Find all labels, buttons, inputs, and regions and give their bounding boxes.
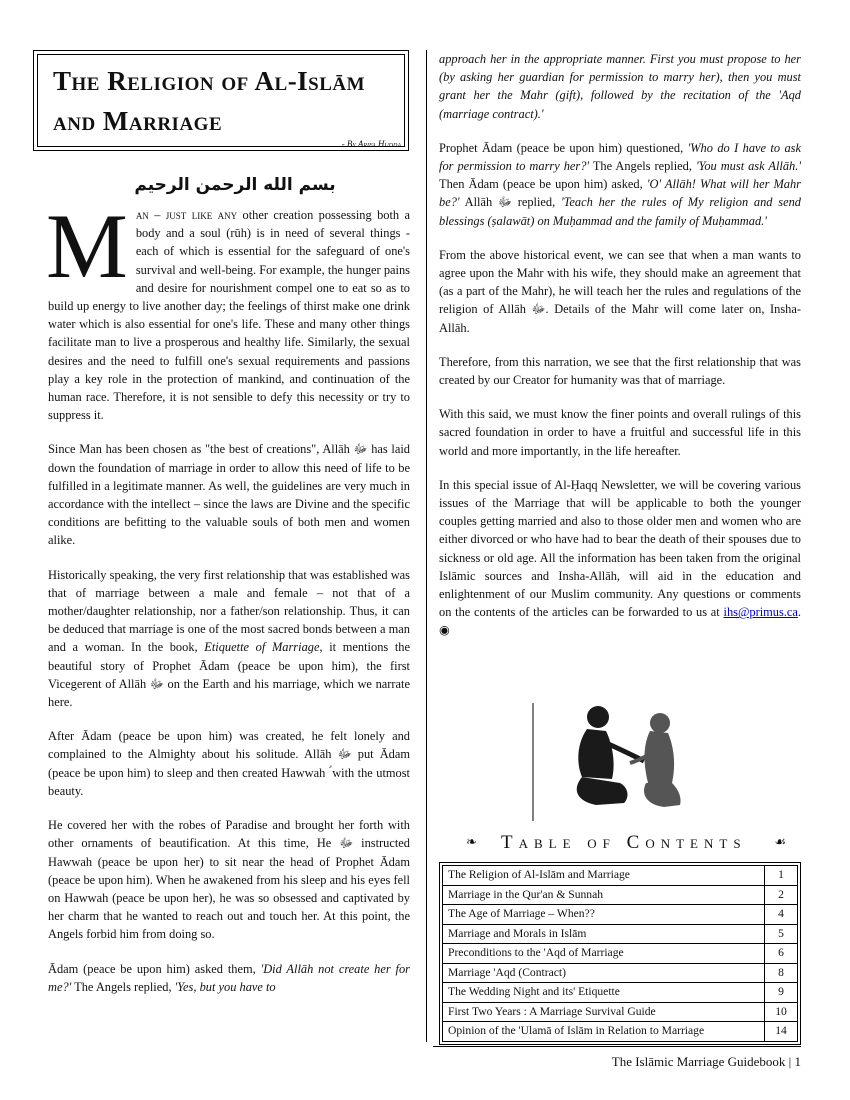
text-span: Historically speaking, the very first relationship that was established was that of marriage between a male and female – not that of a mother/daughter relationship, nor a father/son relationship. Thus, it can be deduced that marriage is one of the most sacred bonds between a man and a woman. In the book, (48, 567, 410, 655)
text-span: Then Ādam (peace be upon him) asked, (439, 177, 647, 192)
paragraph: Therefore, from this narration, we see that the first relationship that was created by our Creator for humanity was that of marriage. (439, 354, 801, 388)
quote: 'Did Allāh not create her for me?' (48, 961, 411, 994)
paragraph (48, 566, 410, 712)
page-footer: The Islāmic Marriage Guidebook | 1 (611, 1054, 801, 1069)
toc-row[interactable] (443, 866, 798, 886)
title-box (33, 50, 409, 151)
toc-entry-page: 9 (765, 983, 798, 1003)
left-column (46, 195, 411, 1012)
paragraph: He covered her with the robes of Paradise and brought her forth with other ornaments of beautification. At this time, He ﷻ instructed Hawwah (peace be upon her) to sit near the head of Prophet Ādam (peace be upon him). When he awakened from his sleep and his eyes fell on Hawwah (peace be upon her), he was so obsessed and captivated by her charm that he wanted to reach out and touch her. At this point, the Angels forbid him from doing so. (48, 818, 410, 942)
toc-row[interactable] (443, 944, 798, 964)
toc-entry-title: Preconditions to the 'Aqd of Marriage (443, 944, 765, 964)
toc-row[interactable] (443, 1022, 798, 1042)
toc-table (442, 865, 798, 1042)
text-span: The Angels replied, (589, 159, 696, 174)
paragraph (439, 476, 801, 640)
text-span: Allāh ﷻ replied, (459, 195, 562, 210)
paragraph: Since Man has been chosen as "the best of creations", Allāh ﷻ has laid down the foundation of marriage in order to allow this need of life to be fulfilled in a legitimate manner. As well, the guidelines are very much in accordance with the intellect – since the laws are Divine and the specific conditions are befitting to the valuable souls of both men and women alike. (48, 442, 411, 548)
toc-entry-page: 1 (765, 866, 798, 886)
intro-paragraph (46, 195, 410, 424)
toc-row[interactable] (443, 1002, 798, 1022)
paragraph (48, 960, 410, 996)
toc-row[interactable] (443, 885, 798, 905)
toc-entry-page: 10 (765, 1002, 798, 1022)
toc-entry-title: The Wedding Night and its' Etiquette (443, 983, 765, 1003)
bismillah: بسم الله الرحمن الرحيم (134, 175, 336, 195)
table-of-contents (439, 862, 801, 1045)
paragraph: After Ādam (peace be upon him) was created, he felt lonely and complained to the Almighty about his solitude. Allāh ﷻ put Ādam (peace be upon him) to sleep and then created Hawwah ؑ with the utmost beauty. (48, 729, 411, 798)
text-span: Prophet Ādam (peace be upon him) questioned, (439, 140, 688, 155)
toc-entry-title: The Religion of Al-Islām and Marriage (443, 866, 765, 886)
byline: - By Arifa Hudda (341, 139, 401, 149)
toc-entry-page: 2 (765, 885, 798, 905)
paragraph (439, 139, 801, 230)
quote: 'You must ask Allāh.' (695, 159, 801, 174)
toc-entry-title: Marriage 'Aqd (Contract) (443, 963, 765, 983)
toc-entry-title: Marriage in the Qur'an & Sunnah (443, 885, 765, 905)
flourish-icon: ❧ (466, 834, 477, 849)
right-column (439, 50, 801, 656)
toc-entry-page: 8 (765, 963, 798, 983)
toc-entry-page: 5 (765, 924, 798, 944)
intro-text: other creation possessing both a body and a soul (rūh) is in need of several things - each of which is essential for the safeguard of one's survival and well-being. For example, the hunger pains and desire for nourishment compel one to eat so as to build up energy to live another day; the feelings of thirst make one drink water which is also essential for one's life. These and many other things facilitate man to live a prosperous and healthy life. Similarly, the sexual desires and the need to fulfill one's sexual requirements and passions play a key role in the protection of mankind, and continuation of the human race. Therefore, it is not sensible to defy this necessity or try to suppress it. (48, 208, 410, 423)
quote: 'Teach her the rules of My religion and send blessings (ṣalawāt) on Muḥammad and the family of Muḥammad.' (439, 195, 801, 228)
toc-entry-page: 4 (765, 905, 798, 925)
intro-lead: an – just like any (135, 208, 238, 222)
column-divider (426, 50, 427, 1042)
drop-cap: M (46, 195, 128, 297)
footer-divider (433, 1046, 801, 1047)
email-link[interactable]: ihs@primus.ca (723, 605, 798, 620)
flourish-icon: ☙ (774, 834, 786, 849)
page-title: The Religion of Al-Islām and Marriage (53, 66, 366, 136)
toc-row[interactable] (443, 983, 798, 1003)
quote: 'Who do I have to ask for permission to marry her?' (439, 140, 801, 174)
paragraph: With this said, we must know the finer points and overall rulings of this sacred foundation in order to have a fruitful and successful life in this world and more importantly, in the life hereafter. (439, 407, 801, 458)
toc-entry-title: Opinion of the 'Ulamā of Islām in Relation to Marriage (443, 1022, 765, 1042)
toc-entry-title: First Two Years : A Marriage Survival Guide (443, 1002, 765, 1022)
quote: 'O' Allāh! What will her Mahr be?' (439, 177, 802, 210)
toc-heading (466, 832, 786, 858)
toc-entry-title: The Age of Marriage – When?? (443, 905, 765, 925)
toc-entry-page: 6 (765, 944, 798, 964)
text-span: In this special issue of Al-Ḥaqq Newsletter, we will be covering various issues of the Marriage that will be applicable to both the younger couples getting married and also to those older men and women who are either divorced or who have had to bear the death of their spouses due to sickness or old age. All the information has been taken from the original Islāmic sources and Insha-Allāh, will aid in the education and enlightenment of our Muslim community. Any questions or comments on the contents of the articles can be forwarded to us at (439, 477, 801, 620)
text-span: Ādam (peace be upon him) asked them, (48, 961, 261, 976)
book-title: Etiquette of Marriage (204, 640, 320, 655)
toc-entry-page: 14 (765, 1022, 798, 1042)
toc-title: Table of Contents (501, 832, 747, 853)
toc-row[interactable] (443, 963, 798, 983)
toc-row[interactable] (443, 924, 798, 944)
toc-entry-title: Marriage and Morals in Islām (443, 924, 765, 944)
paragraph: approach her in the appropriate manner. First you must propose to her (by asking her guardian for permission to marry her), then you must grant her the Mahr (gift), followed by the recitation of the 'Aqd (marriage contract).' (439, 52, 801, 121)
couple-illustration (532, 703, 722, 821)
text-span: . ◉ (439, 605, 801, 638)
paragraph: From the above historical event, we can see that when a man wants to agree upon the Mahr with his wife, they should make an agreement that (as a part of the Mahr), he will teach her the rules and regulations of the religion of Allāh ﷻ. Details of the Mahr will come later on, Insha-Allāh. (439, 247, 801, 335)
quote: 'Yes, but you have to (174, 979, 276, 994)
text-span: The Angels replied, (71, 979, 175, 994)
toc-row[interactable] (443, 905, 798, 925)
text-span: , it mentions the beautiful story of Prophet Ādam (peace be upon him), the first Vicegerent of Allāh ﷻ on the Earth and his marriage, which we narrate here. (48, 640, 411, 710)
